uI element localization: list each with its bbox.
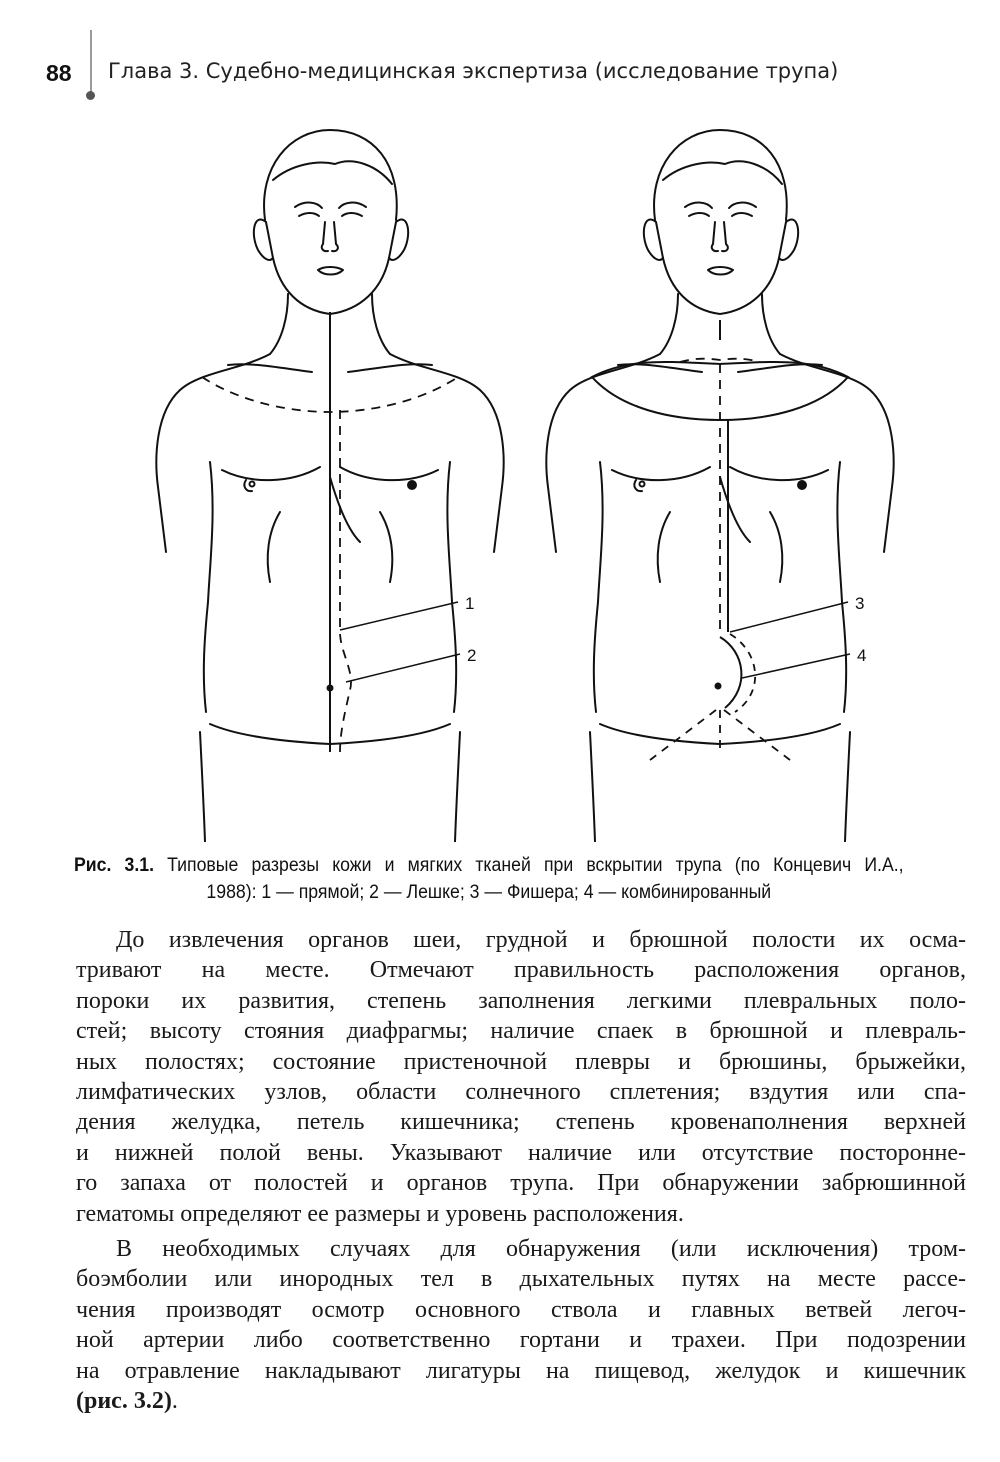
paragraph-2-last-line [76,1386,966,1416]
paragraph-1-line: го запаха от полостей и органов трупа. При обнаружении забрюшинной [76,1170,966,1197]
figure-reference-link[interactable]: (рис. 3.2) [76,1388,172,1415]
paragraph-2-line: ной артерии либо соответственно гортани и трахеи. При подозрении [76,1327,966,1354]
header-divider [90,30,92,94]
chapter-title: Глава 3. Судебно-медицинская экспертиза (исследование трупа) [108,59,839,83]
paragraph-1-line: тривают на месте. Отмечают правильность расположения органов, [76,957,966,984]
paragraph-1-line: пороки их развития, степень заполнения легкими плевральных поло- [76,987,966,1014]
page-number: 88 [46,60,72,86]
paragraph-1-line: и нижней полой вены. Указывают наличие или отсутствие постороннe- [76,1139,966,1166]
paragraph-1-line: дения желудка, петель кишечника; степень кровенаполнения верхней [76,1109,966,1136]
header-marker-dot [86,91,95,100]
figure-label-4: 4 [857,646,867,665]
body-text [76,925,966,1417]
figure-3-1 [130,112,910,842]
sentence-end: . [171,1388,178,1415]
figure-label-3: 3 [855,594,865,613]
caption-line-1: Типовые разрезы кожи и мягких тканей при вскрытии трупа (по Концевич И.А., [153,855,904,876]
incision-illustration [130,112,910,842]
paragraph-2-line: чения производят осмотр основного ствола и главных ветвей легоч- [76,1296,966,1323]
caption-line-2: 1988): 1 — прямой; 2 — Лешке; 3 — Фишера; 4 — комбинированный [206,882,772,903]
paragraph-1-line: ных полостях; состояние пристеночной плевры и брюшины, брыжейки, [76,1048,966,1075]
paragraph-1-line: До извлечения органов шеи, грудной и брюшной полости их осма- [116,927,966,953]
paragraph-2-line: на отравление накладывают лигатуры на пищевод, желудок и кишечник [76,1357,966,1384]
caption-label: Рис. 3.1. [74,855,154,876]
figure-caption [74,852,904,906]
paragraph-1 [76,925,966,1229]
paragraph-2-line: В необходимых случаях для обнаружения (или исключения) тром- [116,1236,966,1263]
figure-label-1: 1 [465,594,475,613]
paragraph-2-line: боэмболии или инородных тел в дыхательных путях на месте рассе- [76,1266,966,1293]
paragraph-2 [76,1234,966,1416]
right-torso-drawing [546,130,893,842]
figure-label-2: 2 [467,646,477,665]
paragraph-1-line: гематомы определяют ее размеры и уровень расположения. [76,1200,684,1227]
paragraph-1-line: лимфатических узлов, области солнечного сплетения; вздутия или спа- [76,1079,966,1106]
paragraph-1-line: стей; высоту стояния диафрагмы; наличие спаек в брюшной и плевраль- [76,1018,966,1045]
left-torso-drawing [156,130,503,842]
